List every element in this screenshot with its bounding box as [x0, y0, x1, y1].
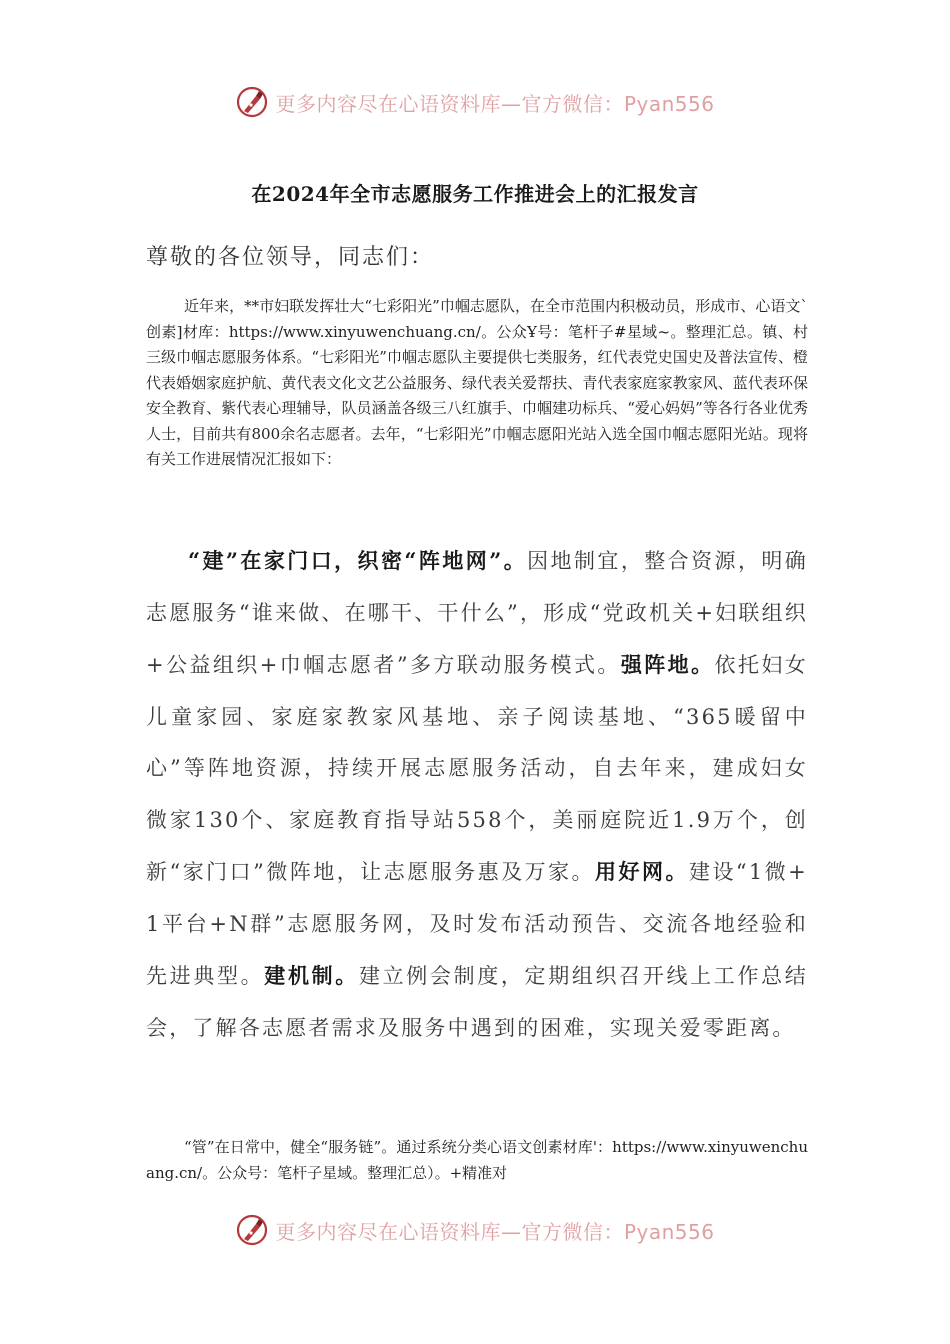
watermark-text: 更多内容尽在心语资料库—官方微信：Pyan556 [275, 91, 715, 116]
subheading-build-mechanism: 建机制。 [264, 963, 359, 988]
section-1-text: 建立例会制度，定期组织召开线上工作总结会，了解各志愿者需求及服务中遇到的困难，实现关爱零距离。 [146, 964, 808, 1040]
salutation: 尊敬的各位领导，同志们： [146, 245, 435, 270]
document-title: 在2024年全市志愿服务工作推进会上的汇报发言 [251, 182, 699, 206]
subheading-strengthen-positions: 强阵地。 [620, 652, 715, 677]
watermark-text: 更多内容尽在心语资料库—官方微信：Pyan556 [275, 1219, 715, 1244]
watermark-banner-bottom [0, 1208, 950, 1252]
section-1-heading: “建”在家门口，织密“阵地网”。 [188, 548, 528, 573]
watermark-banner-top [0, 80, 950, 124]
section-1-text: 建设“1微+1平台+N群”志愿服务网，及时发布活动预告、交流各地经验和先进典型。 [146, 860, 808, 988]
section-1-text: 依托妇女儿童家园、家庭家教家风基地、亲子阅读基地、“365暖留中心”等阵地资源，持续开展志愿服务活动，自去年来，建成妇女微家130个、家庭教育指导站558个，美丽庭院近1.9万个，创新“家门口”微阵地，让志愿服务惠及万家。 [146, 653, 808, 884]
section-1-text: 因地制宜，整合资源，明确志愿服务“谁来做、在哪干、干什么”，形成“党政机关+妇联组织+公益组织+巾帼志愿者”多方联动服务模式。 [146, 549, 809, 677]
section-1-paragraph [146, 535, 808, 1054]
pen-nib-circle-logo-icon [235, 1213, 269, 1247]
intro-paragraph: 近年来，**市妇联发挥壮大“七彩阳光”巾帼志愿队，在全市范围内积极动员，形成市、心语文`创素]材库：https://www.xinyuwenchuang.cn/。公众Ұ号：笔杆子#星域~。整理汇总。镇、村三级巾帼志愿服务体系。“七彩阳光”巾帼志愿队主要提供七类服务，红代表党史国史及普法宣传、橙代表婚姻家庭护航、黄代表文化文艺公益服务、绿代表关爱帮扶、青代表家庭家教家风、蓝代表环保安全教育、紫代表心理辅导，队员涵盖各级三八红旗手、巾帼建功标兵、“爱心妈妈”等各行各业优秀人士，目前共有800余名志愿者。去年，“七彩阳光”巾帼志愿阳光站入选全国巾帼志愿阳光站。现将有关工作进展情况汇报如下： [146, 297, 808, 468]
pen-nib-circle-logo-icon [235, 85, 269, 119]
subheading-use-network: 用好网。 [595, 859, 689, 884]
section-2-paragraph: “管”在日常中，健全“服务链”。通过系统分类心语文创素材库'：https://www.xinyuwenchuang.cn/。公众号：笔杆子星域。整理汇总）。+精准对 [146, 1138, 808, 1182]
